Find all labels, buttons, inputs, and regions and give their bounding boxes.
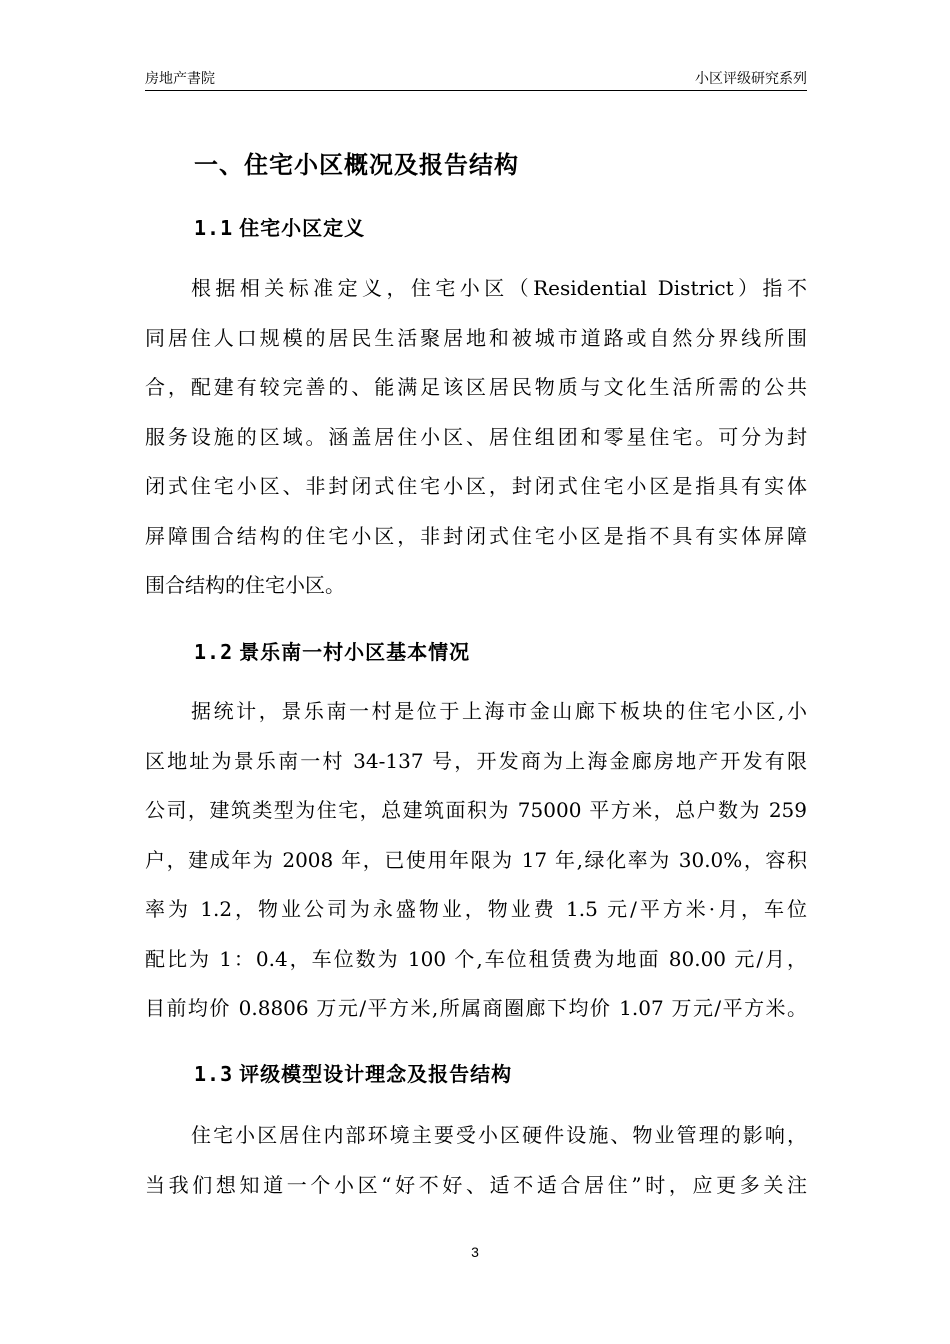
- paragraph-line: 同居住人口规模的居民生活聚居地和被城市道路或自然分界线所围: [145, 325, 807, 350]
- paragraph-line: 公司，建筑类型为住宅，总建筑面积为 75000 平方米，总户数为 259: [145, 798, 807, 822]
- section-1-3-body: [145, 1121, 807, 1220]
- paragraph-line: 住宅小区居住内部环境主要受小区硬件设施、物业管理的影响，: [191, 1123, 807, 1147]
- section-title: 评级模型设计理念及报告结构: [239, 1062, 513, 1086]
- header-series-title: 小区评级研究系列: [695, 70, 807, 86]
- paragraph-line: 区地址为景乐南一村 34-137 号，开发商为上海金廊房地产开发有限: [145, 748, 807, 773]
- section-heading-1-3: [194, 1058, 512, 1087]
- section-heading-1-1: [194, 212, 365, 241]
- paragraph-line: 当我们想知道一个小区“好不好、适不适合居住”时，应更多关注: [145, 1172, 807, 1197]
- chapter-title: 一、住宅小区概况及报告结构: [194, 151, 519, 179]
- section-1-2-body: [145, 697, 807, 1044]
- paragraph-line: 户，建成年为 2008 年，已使用年限为 17 年,绿化率为 30.0%，容积: [145, 847, 807, 872]
- section-title: 住宅小区定义: [239, 216, 366, 240]
- section-number: 1.2: [194, 640, 234, 664]
- section-number: 1.1: [194, 216, 234, 240]
- section-1-1-body: [145, 274, 807, 621]
- paragraph-line: 围合结构的住宅小区。: [145, 573, 345, 597]
- paragraph-line: 闭式住宅小区、非封闭式住宅小区，封闭式住宅小区是指具有实体: [145, 474, 807, 498]
- paragraph-line: 屏障围合结构的住宅小区，非封闭式住宅小区是指不具有实体屏障: [145, 523, 807, 548]
- section-heading-1-2: [194, 636, 470, 665]
- page-header: [145, 66, 807, 91]
- paragraph-line: 合，配建有较完善的、能满足该区居民物质与文化生活所需的公共: [145, 375, 807, 399]
- paragraph-line: 根据相关标准定义，住宅小区（Residential District）指不: [191, 276, 807, 300]
- page-number: 3: [471, 1244, 479, 1260]
- section-title: 景乐南一村小区基本情况: [239, 640, 471, 664]
- header-publisher: 房地产書院: [145, 70, 215, 86]
- paragraph-line: 目前均价 0.8806 万元/平方米,所属商圈廊下均价 1.07 万元/平方米。: [145, 996, 807, 1020]
- paragraph-line: 率为 1.2，物业公司为永盛物业，物业费 1.5 元/平方米·月，车位: [145, 897, 807, 921]
- paragraph-line: 配比为 1：0.4，车位数为 100 个,车位租赁费为地面 80.00 元/月，: [145, 946, 807, 971]
- paragraph-line: 服务设施的区域。涵盖居住小区、居住组团和零星住宅。可分为封: [145, 424, 807, 449]
- paragraph-line: 据统计，景乐南一村是位于上海市金山廊下板块的住宅小区,小: [191, 699, 807, 723]
- section-number: 1.3: [194, 1062, 234, 1086]
